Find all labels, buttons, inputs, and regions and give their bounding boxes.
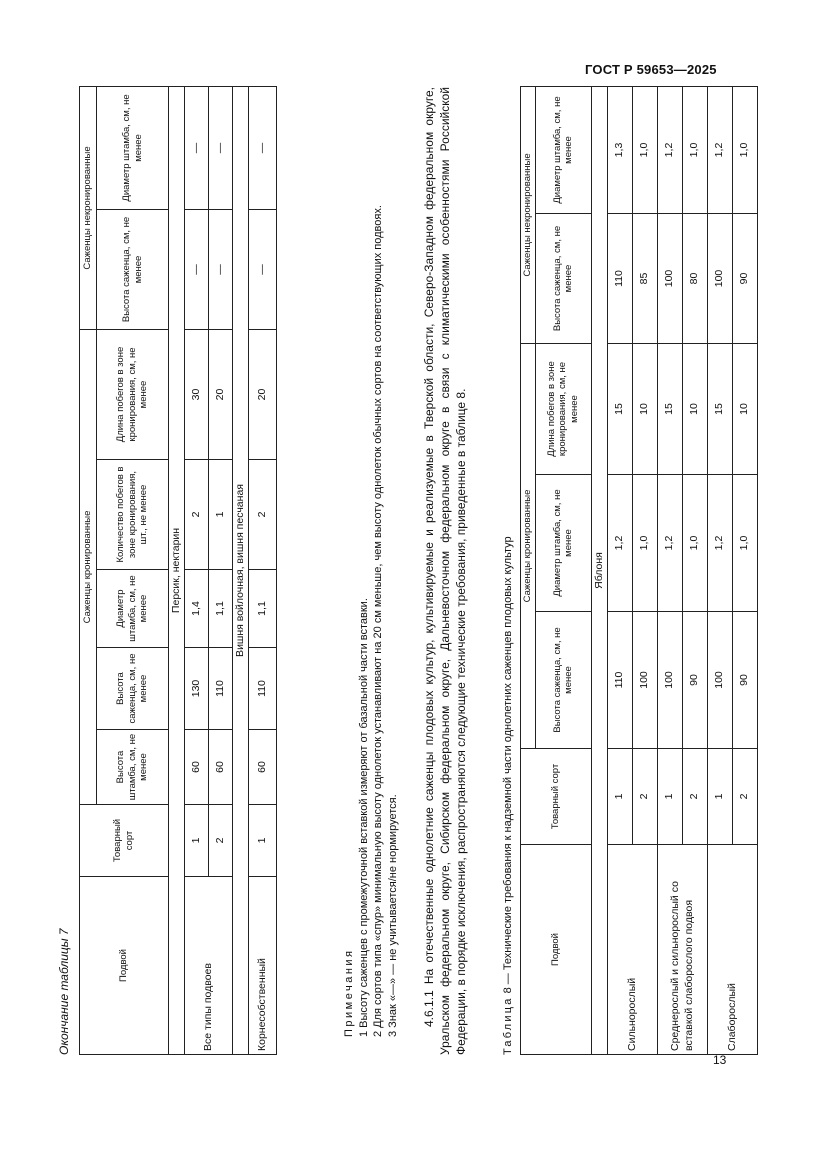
t8-value-cell: 1,0: [733, 87, 758, 214]
t8-grade-cell: 2: [633, 749, 658, 845]
t7-header-col: Длина побегов в зоне кронирования, см, не менее: [97, 329, 169, 459]
t8-value-cell: 15: [608, 344, 633, 475]
t8-value-cell: 1,0: [733, 475, 758, 612]
table7-continuation-caption: Окончание таблицы 7: [57, 928, 71, 1055]
t8-header-col: Высота саженца, см, не менее: [535, 612, 591, 749]
t7-value-cell: 60: [185, 730, 209, 805]
t8-value-cell: 10: [683, 344, 708, 475]
standard-header: ГОСТ Р 59653—2025: [585, 62, 717, 77]
t7-grade-cell: 1: [185, 805, 209, 877]
t7-value-cell: 1,1: [249, 570, 277, 648]
t8-value-cell: 1,2: [658, 475, 683, 612]
t8-header-uncrowned: Саженцы некронированные: [521, 87, 536, 344]
t7-header-uncrowned: Саженцы некронированные: [80, 86, 97, 329]
t7-value-cell: —: [249, 209, 277, 329]
t7-value-cell: 110: [209, 648, 233, 730]
page-number: 13: [713, 1053, 727, 1067]
t8-rootstock-cell: Слаборослый: [708, 845, 758, 1055]
t8-header-rootstock: Подвой: [521, 845, 592, 1055]
t7-value-cell: 110: [249, 648, 277, 730]
t7-value-cell: —: [249, 86, 277, 209]
t8-value-cell: 1,2: [658, 87, 683, 214]
t8-grade-cell: 1: [608, 749, 633, 845]
t8-header-crowned: Саженцы кронированные: [521, 344, 536, 749]
t7-grade-cell: 2: [209, 805, 233, 877]
t8-value-cell: 100: [658, 612, 683, 749]
t8-value-cell: 10: [733, 344, 758, 475]
t7-value-cell: 30: [185, 329, 209, 459]
t8-value-cell: 90: [733, 214, 758, 344]
t8-value-cell: 1,0: [683, 475, 708, 612]
t7-value-cell: 1: [209, 460, 233, 570]
t8-value-cell: 110: [608, 612, 633, 749]
t8-header-col: Диаметр штамба, см, не менее: [535, 87, 591, 214]
t8-header-col: Высота саженца, см, не менее: [535, 214, 591, 344]
t7-grade-cell: 1: [249, 805, 277, 877]
t8-rootstock-cell: Среднерослый и сильнорослый со вставкой слаборослого подвоя: [658, 845, 708, 1055]
t8-value-cell: 15: [708, 344, 733, 475]
note-item: 1 Высоту саженцев с промежуточной вставкой измеряют от базальной части вставки.: [357, 598, 370, 1037]
t7-value-cell: 2: [249, 460, 277, 570]
note-item: 2 Для сортов типа «спур» минимальную высоту однолеток устанавливают на 20 см меньше, чем высоту однолеток обычных сортов на соответствующих подвоях.: [372, 205, 384, 1037]
t8-value-cell: 15: [658, 344, 683, 475]
t7-rootstock-cell: Корнесобственный: [249, 877, 277, 1055]
t7-value-cell: 20: [209, 329, 233, 459]
t8-value-cell: 1,0: [633, 87, 658, 214]
t8-value-cell: 1,0: [683, 87, 708, 214]
t8-rootstock-cell: Сильнорослый: [608, 845, 658, 1055]
t7-value-cell: 1,1: [209, 570, 233, 648]
table-7: [79, 86, 277, 1055]
t7-header-col: Высота саженца, см, не менее: [97, 209, 169, 329]
t7-header-rootstock: Подвой: [80, 877, 169, 1055]
t8-grade-cell: 2: [733, 749, 758, 845]
t8-value-cell: 110: [608, 214, 633, 344]
t7-value-cell: —: [209, 209, 233, 329]
t8-grade-cell: 2: [683, 749, 708, 845]
t7-value-cell: —: [209, 86, 233, 209]
t8-value-cell: 1,2: [708, 475, 733, 612]
body-paragraph: [421, 87, 469, 1055]
t7-header-col: Диаметр штамба, см, не менее: [97, 86, 169, 209]
t7-value-cell: 20: [249, 329, 277, 459]
t7-value-cell: 130: [185, 648, 209, 730]
note-item: 3 Знак «—» — не учитывается/не нормируется.: [386, 794, 399, 1037]
table7-notes: [342, 87, 400, 1055]
t7-value-cell: 2: [185, 460, 209, 570]
t7-header-col: Количество побегов в зоне кронирования, шт., не менее: [97, 460, 169, 570]
t7-value-cell: 60: [209, 730, 233, 805]
t8-value-cell: 1,0: [633, 475, 658, 612]
t8-header-col: Диаметр штамба, см, не менее: [535, 475, 591, 612]
notes-title: Примечания: [343, 948, 355, 1037]
t8-value-cell: 100: [633, 612, 658, 749]
table8-caption-text: 8 — Технические требования к надземной части однолетних саженцев плодовых культур: [502, 536, 514, 994]
t8-value-cell: 90: [733, 612, 758, 749]
table8-caption: [502, 536, 514, 1055]
t8-grade-cell: 1: [658, 749, 683, 845]
t7-header-crowned: Саженцы кронированные: [80, 329, 97, 804]
rotated-page-content: [57, 65, 797, 1055]
t8-value-cell: 85: [633, 214, 658, 344]
t8-grade-cell: 1: [708, 749, 733, 845]
t8-header-grade: Товарный сорт: [521, 749, 592, 845]
t7-header-col: Высота саженца, см, не менее: [97, 648, 169, 730]
paragraph-4-6-1-1: 4.6.1.1 На отечественные однолетние саженцы плодовых культур, культивируемые и реализуемые в Тверской области, Северо-Западном федеральном округе, Уральском федеральном округе, Сибирском федеральном округе, Дальневосточном федеральном округе в связи с климатическими особенностями Российской Федерации, в порядке исключения, распространяются следующие технические требования, приведенные в таблице 8.: [422, 87, 468, 1055]
t8-value-cell: 1,3: [608, 87, 633, 214]
t7-header-col: Высота штамба, см, не менее: [97, 730, 169, 805]
t8-group-title: Яблоня: [591, 87, 607, 1055]
t7-value-cell: 1,4: [185, 570, 209, 648]
t8-value-cell: 100: [658, 214, 683, 344]
table8-caption-label: Таблица: [502, 996, 514, 1055]
t8-value-cell: 1,2: [708, 87, 733, 214]
t7-value-cell: —: [185, 86, 209, 209]
t8-value-cell: 90: [683, 612, 708, 749]
t7-group-title: Вишня войлочная, вишня песчаная: [233, 86, 249, 1054]
t8-value-cell: 100: [708, 214, 733, 344]
t8-value-cell: 100: [708, 612, 733, 749]
t7-header-col: Диаметр штамба, см, не менее: [97, 570, 169, 648]
t7-group-title: Персик, нектарин: [169, 86, 185, 1054]
t7-rootstock-cell: Все типы подвоев: [185, 877, 233, 1055]
t7-value-cell: 60: [249, 730, 277, 805]
table-8: [520, 86, 758, 1055]
t8-value-cell: 80: [683, 214, 708, 344]
t8-header-col: Длина побегов в зоне кронирования, см, не менее: [535, 344, 591, 475]
t8-value-cell: 10: [633, 344, 658, 475]
t7-value-cell: —: [185, 209, 209, 329]
t7-header-grade: Товарный сорт: [80, 805, 169, 877]
t8-value-cell: 1,2: [608, 475, 633, 612]
